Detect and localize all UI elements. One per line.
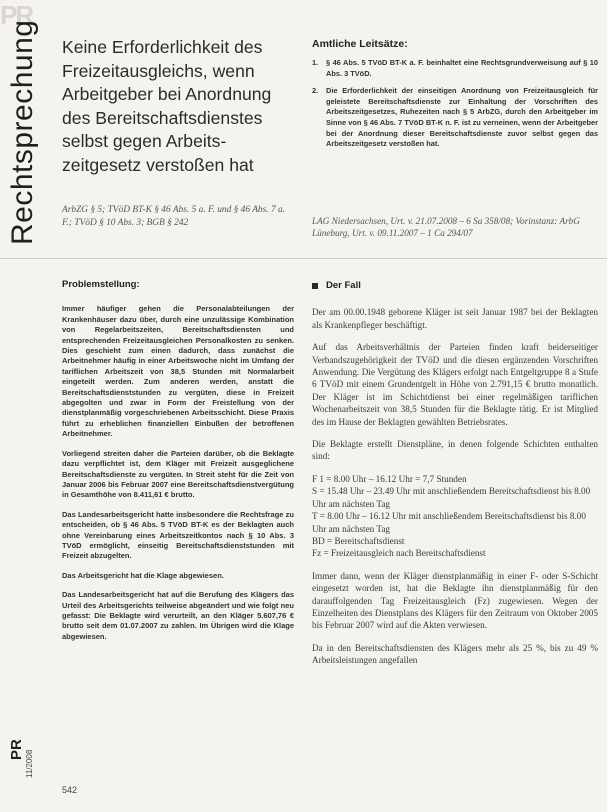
leitsatz-number: 1. xyxy=(312,58,319,67)
case-heading-label: Der Fall xyxy=(326,280,361,291)
paragraph: Auf das Arbeitsverhältnis der Parteien finden kraft beiderseitiger Verbandszugehörigkeit der TVöD und die diesen ergänzenden Vorschriften Anwendung. Die Vergütung des Klägers erfolgt nach Entgeltgruppe 8 a Stufe 6 TVöD mit einem Grundentgelt in Höhe von 2.791,15 € brutto monatlich. Der Kläger ist im Schichtdienst bei einer regelmäßigen tariflichen Wochenarbeitszeit von 38,5 Stunden für die Beklagte tätig. Er ist Mitglied des im Hause der Beklagten gewählten Betriebsrates. xyxy=(312,342,598,427)
leitsaetze-list xyxy=(312,58,598,157)
brand-logo: PR xyxy=(8,739,25,760)
title-line: Freizeitausgleichs, wenn xyxy=(62,60,255,81)
paragraph: Das Landesarbeitsgericht hatte insbesondere die Rechtsfrage zu entscheiden, ob § 46 Abs. 5 TVöD BT-K es der Beklagten auch ohne Vereinbarung eines Arbeitszeitkontos nach § 10 Abs. 3 TVöD ermöglicht, einseitig Bereitschaftsdienststunden mit Freizeit abzugelten. xyxy=(62,509,294,561)
title-line: Keine Erforderlichkeit des xyxy=(62,37,263,57)
shift-item: Fz = Freizeitausgleich nach Bereitschaftsdienst xyxy=(312,548,486,559)
paragraph: Die Beklagte erstellt Dienstpläne, in denen folgende Schichten enthalten sind: xyxy=(312,439,598,462)
paragraph: Das Landesarbeitsgericht hat auf die Berufung des Klägers das Urteil des Arbeitsgerichts teilweise abgeändert und wie folgt neu gefasst: Die Beklagte wird verurteilt, an den Kläger 5.607,76 € brutto seit dem 01.07.2007 zu zahlen. Im Übrigen wird die Klage abgewiesen. xyxy=(62,590,294,641)
shift-item: T = 8.00 Uhr – 16.12 Uhr mit anschließendem Bereitschaftsdienst bis 8.00 Uhr am nächsten Tag xyxy=(312,511,586,534)
left-column xyxy=(62,280,294,651)
title-line: Arbeitgeber bei Anordnung xyxy=(62,84,272,104)
paragraph: Der am 00.00.1948 geborene Kläger ist seit Januar 1987 bei der Beklagten als Krankenpfleger beschäftigt. xyxy=(312,307,598,330)
case-heading xyxy=(312,280,598,292)
corner-logo: PR xyxy=(0,0,33,30)
shift-item: S = 15.48 Uhr – 23.49 Uhr mit anschließendem Bereitschaftsdienst bis 8.00 Uhr am nächsten Tag xyxy=(312,486,591,509)
leitsatz-number: 2. xyxy=(312,86,319,96)
shift-list xyxy=(312,473,598,560)
leitsatz-text: Die Erforderlichkeit der einseitigen Anordnung von Freizeitausgleich für geleistete Bereitschaftsdienste zur Einhaltung der Vorschriften des Arbeitszeitgesetzes, Ruhezeiten nach § 5 ArbZG, durch den Arbeitgeber im Sinne von § 46 Abs. 7 TVöD BT-K n. F. ist zu verneinen, wenn der Arbeitgeber bei der Anordnung dieser Bereitschaftsdienste zuvor selbst gegen das Arbeitszeitgesetz verstoßen hat. xyxy=(326,86,598,149)
paragraph: Immer häufiger gehen die Personalabteilungen der Krankenhäuser dazu über, durch eine unzulässige Kombination von Regelarbeitszeiten, Bereitschaftsdiensten und entsprechenden Freizeitausgleichen Personalkosten zu senken. Dies geschieht zum einen dadurch, dass zunächst die Arbeitnehmer häufig in einer Arbeitswoche nicht im Umfang der tariflichen Arbeitszeit von 38,5 Stunden mit Normalarbeit eingeteilt werden. Zum anderen werden, anstatt die Bereitschaftsdienststunden zu vergüten, diese in Freizeit abgegolten und zwar in Form der Freistellung von der dienstplanmäßig vorgeschriebenen Arbeitsschicht. Diese Praxis führt zu erheblichen finanziellen Einbußen der betroffenen Arbeitnehmer. xyxy=(62,304,294,439)
right-column xyxy=(312,280,598,677)
article-title xyxy=(62,36,294,177)
heading-square-icon xyxy=(312,283,318,289)
legal-norms: ArbZG § 5; TVöD BT-K § 46 Abs. 5 a. F. und § 46 Abs. 7 a. F.; TVöD § 10 Abs. 3; BGB § 242 xyxy=(62,205,286,228)
paragraph: Da in den Bereitschaftsdiensten des Klägers mehr als 25 %, bis zu 49 % Arbeitsleistungen angefallen xyxy=(312,642,598,666)
leitsatz-item xyxy=(312,58,598,79)
shift-item: F 1 = 8.00 Uhr – 16.12 Uhr = 7,7 Stunden xyxy=(312,473,467,484)
page-number: 542 xyxy=(62,785,78,795)
paragraph: Immer dann, wenn der Kläger dienstplanmäßig in einer F- oder S-Schicht eingesetzt worden ist, hat die Beklagte ihn dienstplanmäßig für den darauffolgenden Tag Freizeitausgleich (Fz) zugewiesen. Wegen der Einzelheiten des Dienstplans des Klägers für den Zeitraum von Oktober 2005 bis Februar 2007 wird auf die Akten verwiesen. xyxy=(312,570,598,631)
leitsatz-text: § 46 Abs. 5 TVöD BT-K a. F. beinhaltet eine Rechtsgrundverweisung auf § 10 Abs. 3 TVöD. xyxy=(326,58,598,78)
problem-heading: Problemstellung: xyxy=(62,279,140,290)
leitsatz-item xyxy=(312,86,598,150)
title-line: selbst gegen Arbeits- xyxy=(62,131,227,151)
paragraph: Das Arbeitsgericht hat die Klage abgewiesen. xyxy=(62,570,224,580)
issue-label: 11/2008 xyxy=(25,749,34,778)
court-citation: LAG Niedersachsen, Urt. v. 21.07.2008 – 6 Sa 358/08; Vorinstanz: ArbG Lüneburg, Urt. v. 09.11.2007 – 1 Ca 294/07 xyxy=(312,216,580,238)
title-line: zeitgesetz verstoßen hat xyxy=(62,154,254,175)
shift-item: BD = Bereitschaftsdienst xyxy=(312,535,405,546)
divider xyxy=(0,258,607,259)
leitsaetze-heading: Amtliche Leitsätze: xyxy=(312,38,408,50)
title-line: des Bereitschaftsdienstes xyxy=(62,107,263,128)
section-vertical-title: Rechtsprechung xyxy=(6,19,39,245)
paragraph: Vorliegend streiten daher die Parteien darüber, ob die Beklagte dazu verpflichtet ist, dem Kläger mit Freizeit ausgeglichene Bereitschaftsdienste zu vergüten. In Streit steht für die Zeit von Januar 2006 bis Februar 2007 eine Bereitschaftsdienstvergütung in Gesamthöhe von 8.411,61 € brutto. xyxy=(62,448,294,500)
